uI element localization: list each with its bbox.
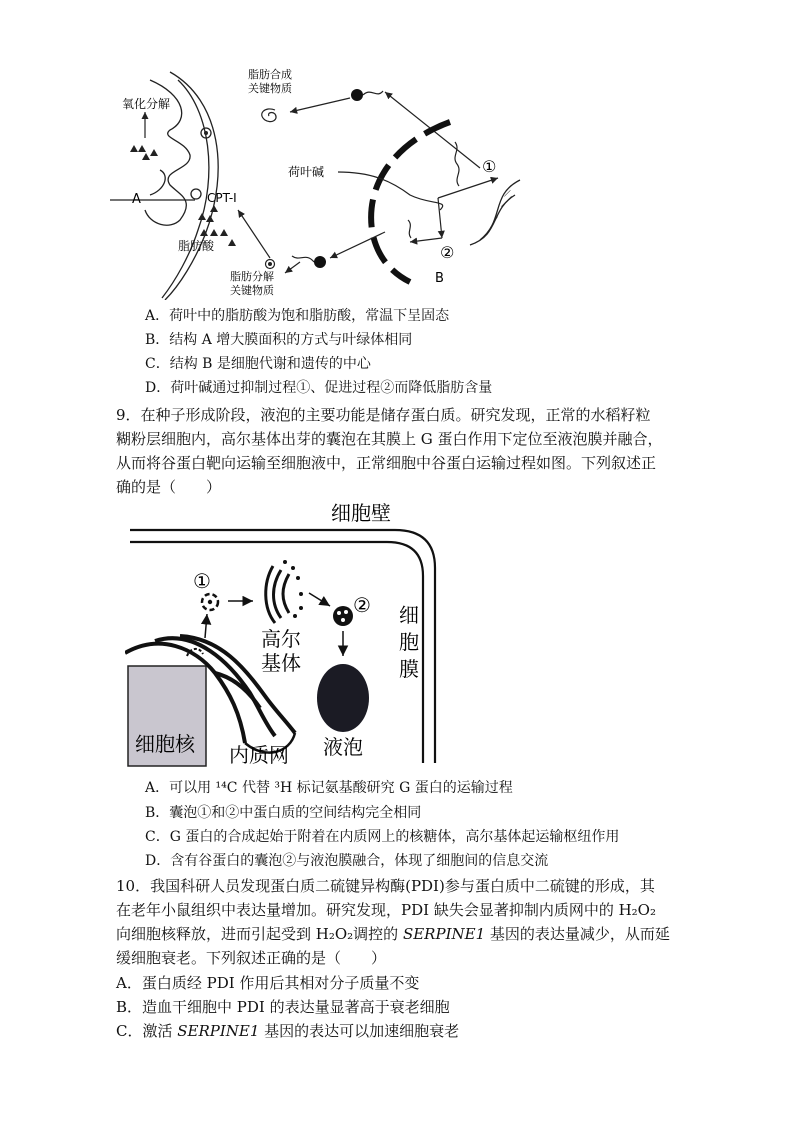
q9-line: 糊粉层细胞内，高尔基体出芽的囊泡在其膜上 G 蛋白作用下定位至液泡膜并融合， [116,430,663,448]
gene-name: SERPINE1 [177,1022,260,1040]
cell-membrane-label-3: 膜 [399,657,419,681]
golgi-label-line1: 高尔 [261,627,301,651]
label-b: B [435,271,444,286]
cell-membrane-label-1: 细 [399,603,419,627]
q10-line-2: 在老年小鼠组织中表达量增加。研究发现，PDI 缺失会显著抑制内质网中的 H₂O₂ [116,901,656,919]
cell-membrane-label-2: 胞 [399,630,419,654]
label-decomposition-line2: 关键物质 [230,284,274,297]
q8-option-c: C．结构 B 是细胞代谢和遗传的中心 [145,356,371,372]
q10-option-b: B．造血干细胞中 PDI 的表达量显著高于衰老细胞 [116,998,450,1016]
label-oxidation: 氧化分解 [122,97,171,111]
q9-line: 确的是（ ） [116,478,222,496]
fatty-acid-triangles-inner [130,145,158,160]
q9-stem [116,403,676,499]
vacuole [317,664,369,732]
q9-line: 9．在种子形成阶段，液泡的主要功能是储存蛋白质。研究发现，正常的水稻籽粒 [116,406,651,424]
process-1-label: ① [482,157,497,176]
fat-metabolism-figure [110,60,540,300]
vesicle-1-label: ① [193,569,211,593]
er-label: 内质网 [229,743,289,767]
q9-option-a: A．可以用 ¹⁴C 代替 ³H 标记氨基酸研究 G 蛋白的运输过程 [145,780,513,796]
vacuole-label: 液泡 [323,735,363,759]
vesicle-transport-figure [125,498,445,768]
q10-option-c-post: 基因的表达可以加速细胞衰老 [259,1022,460,1040]
q10-option-c-pre: C．激活 [116,1022,178,1040]
ribosome-top [351,89,363,101]
q10-line-3-post: 基因的表达量减少，从而延 [485,925,670,943]
vesicle-2-label: ② [353,593,371,617]
label-synthesis-line1: 脂肪合成 [248,68,292,81]
cell-wall-label: 细胞壁 [331,501,391,525]
synthesis-substance-icon [262,109,276,122]
cpt1-protein [191,189,201,199]
label-decomposition-line1: 脂肪分解 [230,270,274,283]
vesicle-2 [333,606,353,626]
process-2-label: ② [440,243,455,262]
ribosome-bottom [314,256,326,268]
q9-option-d: D．含有谷蛋白的囊泡②与液泡膜融合，体现了细胞间的信息交流 [145,853,549,869]
golgi-label-line2: 基体 [261,651,301,675]
label-lotus-alkaloid: 荷叶碱 [288,165,325,179]
label-fatty-acid: 脂肪酸 [178,239,215,253]
dna-helix [470,180,520,245]
q9-line: 从而将谷蛋白靶向运输至细胞液中，正常细胞中谷蛋白运输过程如图。下列叙述正 [116,454,657,472]
label-a: A [132,192,141,207]
q10-line-4: 缓细胞衰老。下列叙述正确的是（ ） [116,949,387,967]
q8-option-d: D．荷叶碱通过抑制过程①、促进过程②而降低脂肪含量 [145,380,493,396]
q9-option-c: C．G 蛋白的合成起始于附着在内质网上的核糖体，高尔基体起运输枢纽作用 [145,829,620,845]
label-synthesis-line2: 关键物质 [248,82,292,95]
q10-option-c [116,1019,459,1043]
gene-name: SERPINE1 [402,925,486,943]
q10-line-3-pre: 向细胞核释放，进而引起受到 H₂O₂调控的 [116,925,403,943]
q10-option-a: A．蛋白质经 PDI 作用后其相对分子质量不变 [116,974,420,992]
q8-option-a: A．荷叶中的脂肪酸为饱和脂肪酸，常温下呈固态 [145,308,450,324]
label-cpt1: CPT-Ⅰ [207,191,237,205]
nucleus-label: 细胞核 [135,732,195,756]
q10-line-3 [116,922,670,946]
q10-line-1: 10．我国科研人员发现蛋白质二硫键异构酶(PDI)参与蛋白质中二硫键的形成，其 [116,877,655,895]
q9-option-b: B．囊泡①和②中蛋白质的空间结构完全相同 [145,805,422,821]
q8-option-b: B．结构 A 增大膜面积的方式与叶绿体相同 [145,332,413,348]
golgi-apparatus [266,566,289,623]
